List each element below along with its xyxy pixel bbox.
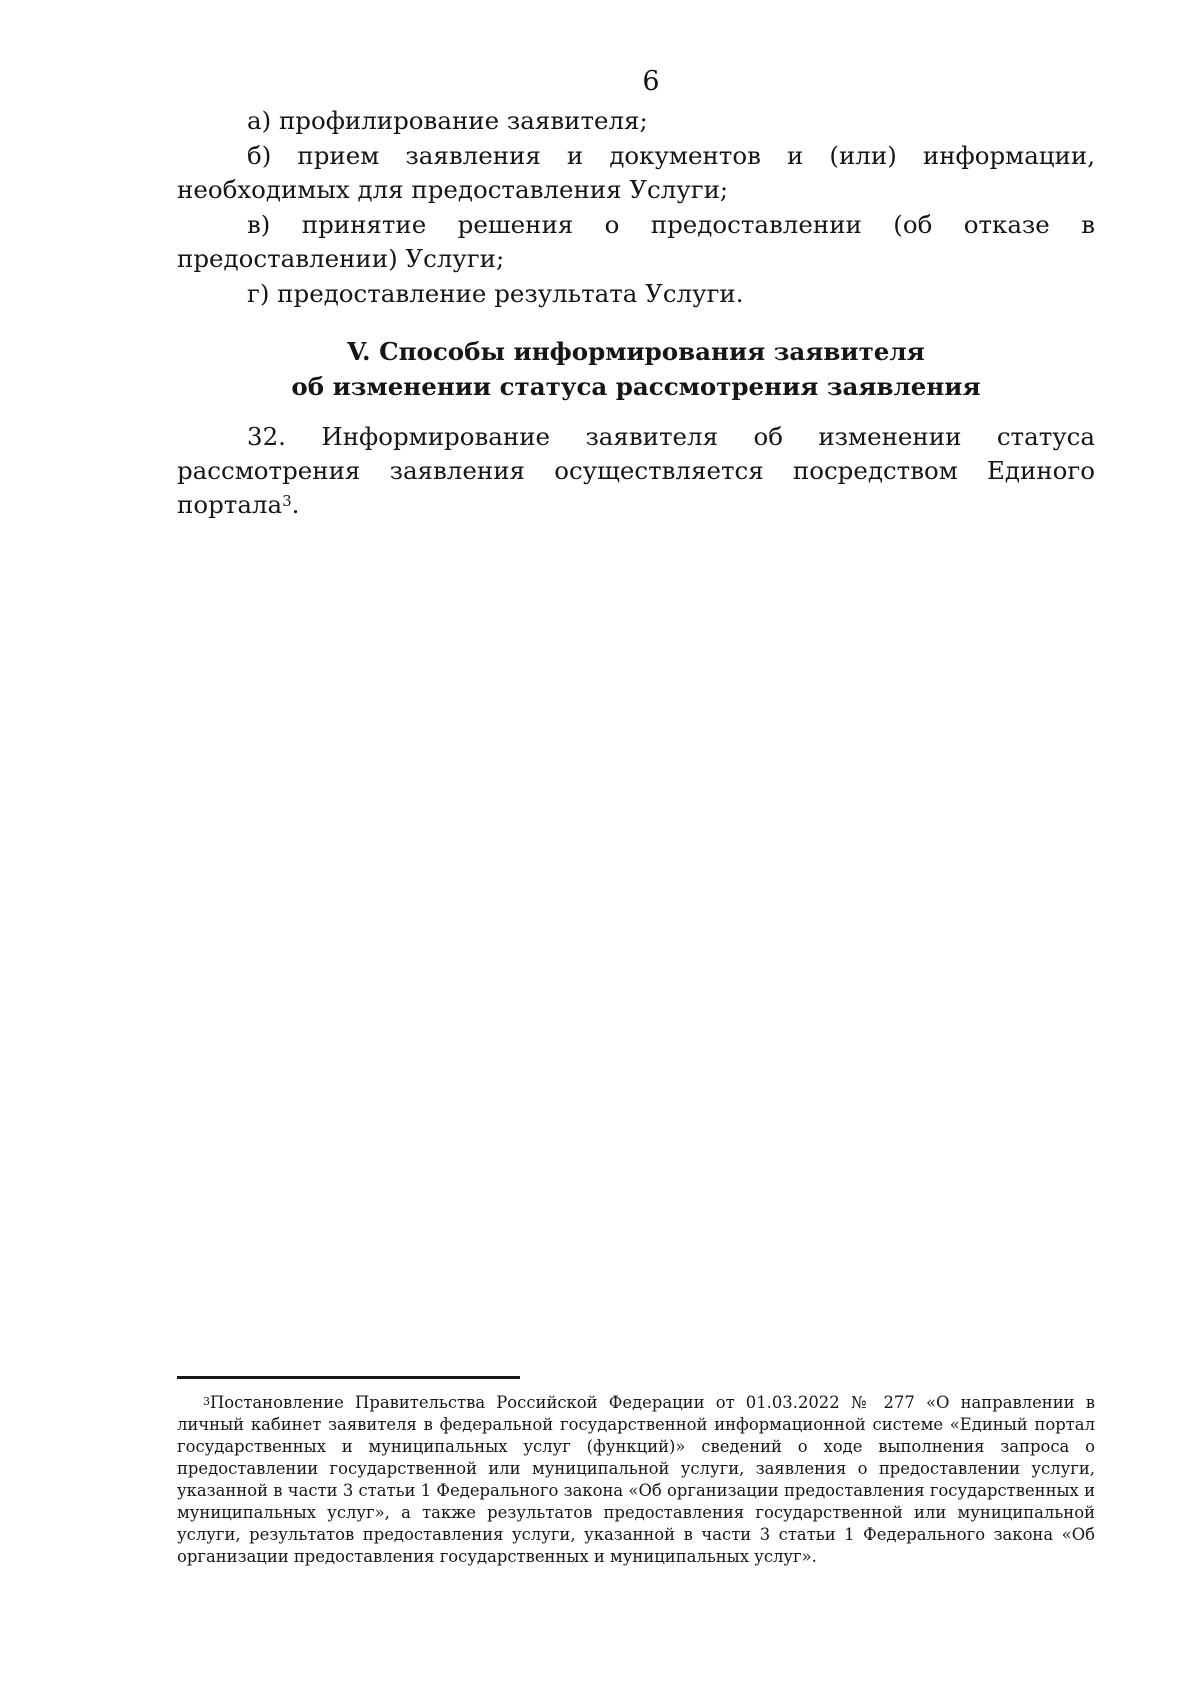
footnote — [177, 1392, 1095, 1568]
page-number: 6 — [642, 66, 660, 97]
list-item-g: г) предоставление результата Услуги. — [247, 279, 744, 308]
service-steps-list — [177, 104, 1095, 312]
footnote-separator — [177, 1376, 520, 1379]
list-item-v: в) принятие решения о предоставлении (об отказе в предоставлении) Услуги; — [177, 210, 1095, 273]
section-heading-line-1: V. Способы информирования заявителя — [347, 337, 925, 366]
paragraph-32 — [177, 420, 1095, 522]
section-body — [177, 420, 1095, 523]
paragraph-32-end: . — [291, 490, 300, 519]
section-heading-line-2: об изменении статуса рассмотрения заявления — [291, 372, 981, 401]
footnote-reference: 3 — [282, 492, 292, 510]
list-item-b: б) прием заявления и документов и (или) информации, необходимых для предоставления Услуги; — [177, 141, 1095, 204]
section-heading — [177, 334, 1095, 404]
footnote-text: Постановление Правительства Российской Федерации от 01.03.2022 № 277 «О направлении в личный кабинет заявителя в федеральной государственной информационной системе «Единый портал государственных и муниципальных услуг (функций)» сведений о ходе выполнения запроса о предоставлении государственной или муниципальной услуги, заявления о предоставлении услуги, указанной в части 3 статьи 1 Федерального закона «Об организации предоставления государственных и муниципальных услуг», а также результатов предоставления государственной или муниципальной услуги, результатов предоставления услуги, указанной в части 3 статьи 1 Федерального закона «Об организации предоставления государственных и муниципальных услуг». — [177, 1393, 1095, 1566]
list-item-a: а) профилирование заявителя; — [247, 106, 648, 135]
paragraph-32-text: 32. Информирование заявителя об изменении статуса рассмотрения заявления осуществляется посредством Единого портала — [177, 422, 1095, 519]
footnote-marker: 3 — [203, 1395, 210, 1408]
